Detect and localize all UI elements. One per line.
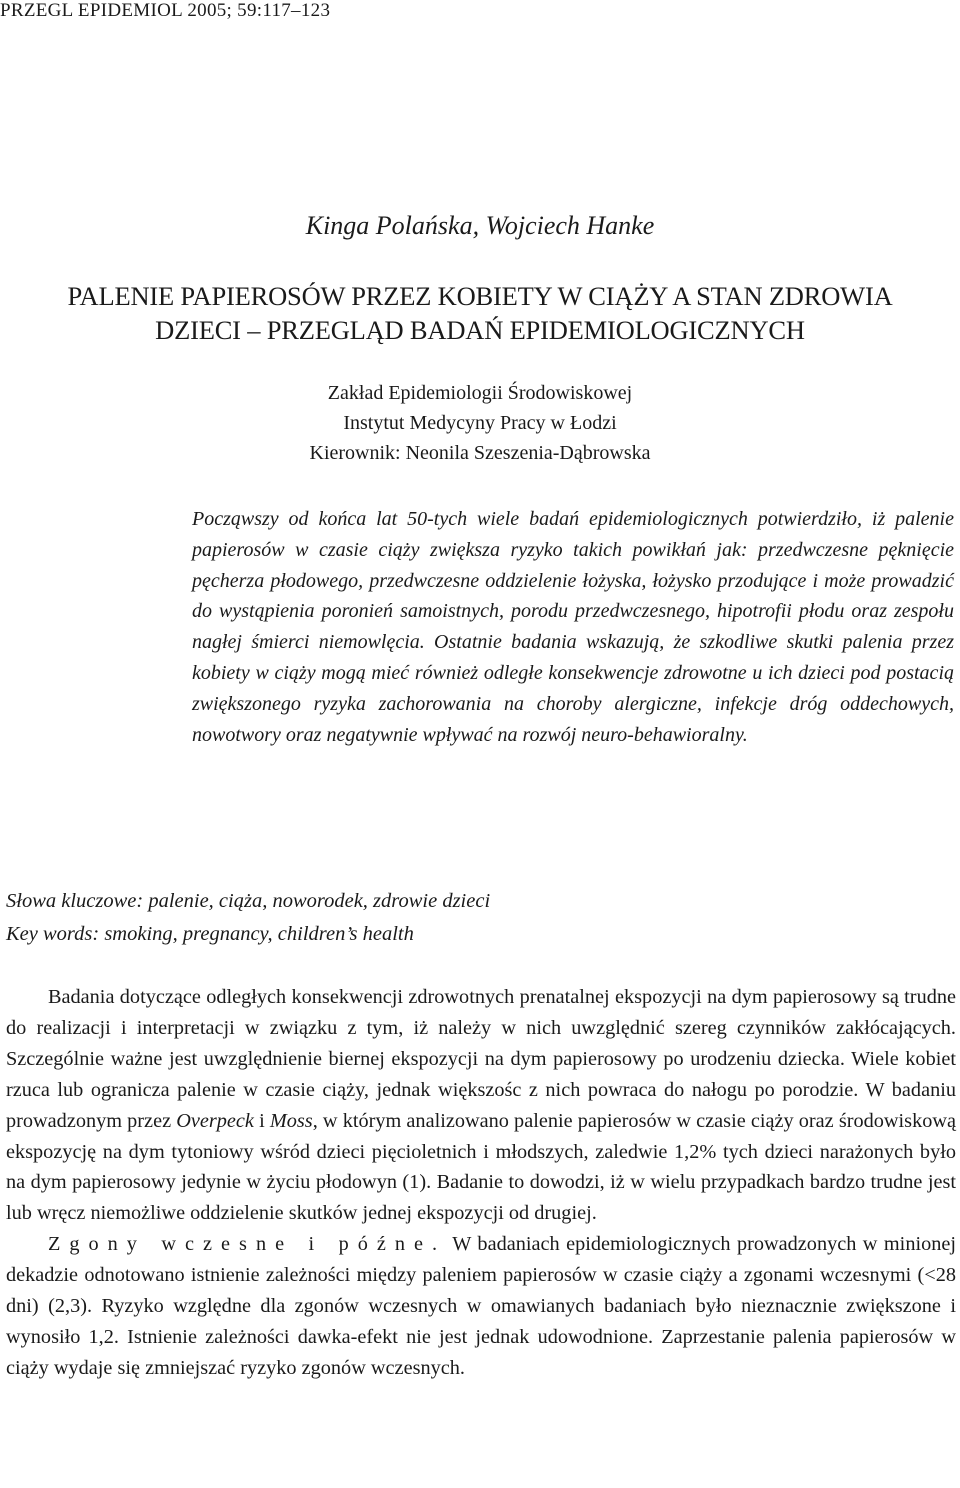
keywords-english: Key words: smoking, pregnancy, children’s health — [6, 923, 414, 945]
title-line-1: PALENIE PAPIEROSÓW PRZEZ KOBIETY W CIĄŻY A STAN ZDROWIA — [67, 281, 893, 311]
keywords-polish: Słowa kluczowe: palenie, ciąża, noworodek, zdrowie dzieci — [6, 890, 491, 912]
abstract-text: Począwszy od końca lat 50-tych wiele badań epidemiologicznych potwierdziło, iż palenie papierosów w czasie ciąży zwiększa ryzyko takich powikłań jak: przedwczesne pęknięcie pęcherza płodowego, przedwczesne oddzielenie łożyska, łożysko przodujące i może prowadzić do wystąpienia poronień samoistnych, porodu przedwczesnego, hipotrofii płodu oraz zespołu nagłej śmierci niemowlęcia. Ostatnie badania wskazują, że szkodliwe skutki palenia przez kobiety w ciąży mogą mieć również odległe konsekwencje zdrowotne u ich dzieci pod postacią zwiększonego ryzyka zachorowania na choroby alergiczne, infekcje dróg oddechowych, nowotwory oraz negatywnie wpływać na rozwój neuro-behawioralny. — [192, 508, 954, 746]
title-line-2: DZIECI – PRZEGLĄD BADAŃ EPIDEMIOLOGICZNYCH — [155, 315, 805, 345]
section-heading-inline: Zgony wczesne i późne. — [48, 1233, 447, 1256]
body-paragraph-2 — [6, 1229, 956, 1384]
affiliation — [0, 378, 960, 468]
cited-author-moss: Moss — [269, 1109, 313, 1132]
abstract — [192, 504, 954, 750]
affiliation-department: Zakład Epidemiologii Środowiskowej — [327, 382, 633, 404]
paragraph-2-text: W badaniach epidemiologicznych prowadzonych w minionej dekadzie odnotowano istnienie zależności między paleniem papierosów w czasie ciąży a zgonami wczesnymi (<28 dni) (2,3). Ryzyko względne dla zgonów wczesnych w omawianych badaniach było nieznacznie zwiększone i wynosiło 1,2. Istnienie zależności dawka-efekt nie jest jednak udowodnione. Zaprzestanie palenia papierosów w ciąży wydaje się zmniejszać ryzyko zgonów wczesnych. — [6, 1233, 957, 1379]
keywords — [6, 885, 946, 951]
running-head: PRZEGL EPIDEMIOL 2005; 59:117–123 — [0, 0, 331, 21]
article-title — [0, 279, 960, 347]
conjunction: i — [253, 1109, 270, 1132]
affiliation-institute: Instytut Medycyny Pracy w Łodzi — [343, 412, 617, 434]
paragraph-1-text-b: , w którym analizowano palenie papierosów w czasie ciąży oraz środowiskową ekspozycję na dym tytoniowy wśród dzieci pięcioletnich i młodszych, zaledwie 1,2% tych dzieci narażonych było na dym papierosowy jedynie w życiu płodowyn (1). Badanie to dowodzi, iż w wielu przypadkach bardzo trudne jest lub wręcz niemożliwe oddzielenie skutków jednej ekspozycji od drugiej. — [6, 1109, 956, 1225]
article-authors: Kinga Polańska, Wojciech Hanke — [305, 211, 655, 240]
paragraph-1-text-a: Badania dotyczące odległych konsekwencji zdrowotnych prenatalnej ekspozycji na dym papierosowy są trudne do realizacji i interpretacji w związku z tym, iż należy w nich uwzględnić szereg czynników zakłócających. Szczególnie ważne jest uwzględnienie biernej ekspozycji na dym papierosowy po urodzeniu dziecka. Wiele kobiet rzuca lub ogranicza palenie w czasie ciąży, jednak większośc z nich powraca do nałogu po porodzie. W badaniu prowadzonym przez — [6, 986, 956, 1132]
body-paragraph-1 — [6, 982, 956, 1229]
affiliation-head: Kierownik: Neonila Szeszenia-Dąbrowska — [309, 442, 651, 464]
body-text — [6, 982, 956, 1384]
cited-author-overpeck: Overpeck — [176, 1109, 254, 1132]
